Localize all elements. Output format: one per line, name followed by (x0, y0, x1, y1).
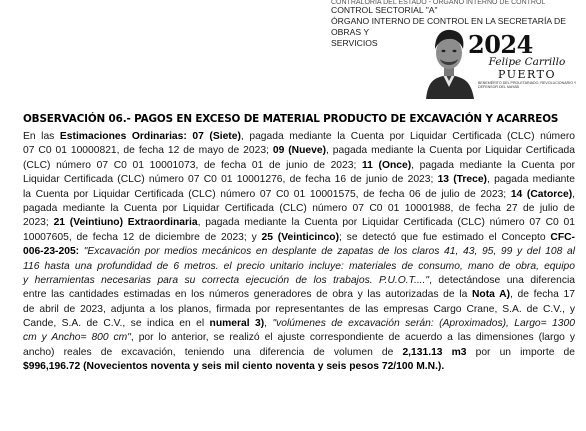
bold-text: 13 (Trece) (437, 174, 487, 186)
bold-text: 006-23-205: (23, 246, 80, 258)
text-run: la Cuenta por Liquidar Certificada (CLC) número 07 C0 01 10001575, de fecha 06 de julio de 2023; (23, 188, 511, 200)
text-run: por un importe de (466, 346, 575, 358)
paragraph-line (23, 159, 575, 173)
bold-text: 2,131.13 m3 (402, 346, 467, 358)
paragraph-line (23, 231, 575, 245)
bold-text: 21 (Veintiuno) Extraordinaria (53, 217, 198, 229)
paragraph-line (23, 274, 575, 288)
bold-text: 09 (Nueve) (272, 145, 326, 157)
bold-text: 14 (Catorce) (510, 188, 573, 200)
text-run: (CLC) número 07 C0 01 10001073, de fecha 01 de junio de 2023; (23, 159, 362, 171)
paragraph-line (23, 245, 575, 259)
paragraph-line (23, 202, 575, 216)
text-run: , detectándose una diferencia (429, 274, 575, 286)
paragraph-line (23, 317, 575, 331)
italic-text: cm y Ancho= 800 cm" (23, 332, 131, 344)
text-run: , pagada mediante (487, 174, 575, 186)
paragraph-line (23, 360, 575, 374)
text-run: de abril de 2023, adjunta a los planos, firmada por representantes de las empresas Cargo Crane, S.A. de C.V., y (23, 303, 575, 315)
text-run: , de fecha 17 (510, 289, 575, 301)
logo-year: 2024 (468, 30, 533, 59)
text-run: , pagada mediante la Cuenta por (411, 159, 576, 171)
text-run: ; se detectó que fue estimado el Concepto (339, 231, 551, 243)
paragraph-line (23, 260, 575, 274)
paragraph-line (23, 144, 575, 158)
government-logo (420, 23, 582, 99)
text-run: Liquidar Certificada (CLC) número 07 C0 01 10001276, de fecha 16 de junio de 2023; (23, 174, 438, 186)
italic-text: "volúmenes de excavación serán: (Aproximados), Largo= 1300 (272, 318, 575, 330)
text-run: En las (23, 131, 60, 142)
paragraph-line (23, 216, 575, 230)
bold-text: Estimaciones Ordinarias: 07 (Siete) (59, 131, 241, 142)
text-run: , por lo anterior, se realizó el ajuste correspondiente de acuerdo a las dimensiones (largo y (130, 332, 575, 344)
text-run: pagada mediante la Cuenta por Liquidar Certificada (CLC) número 07 C0 01 10001988, de fecha 27 de julio de (23, 202, 575, 214)
bold-text: Nota A) (471, 289, 511, 301)
bold-text: 11 (Once) (361, 159, 412, 171)
logo-city: PUERTO (498, 68, 556, 81)
paragraph-line (23, 188, 575, 202)
header-organo-interno: ÓRGANO INTERNO DE CONTROL EN LA SECRETARÍA DE OBRAS Y (331, 16, 566, 37)
bold-text: numeral 3) (209, 318, 265, 330)
text-run: , (572, 188, 576, 200)
text-run: entre las cantidades estimadas en los números generadores de obra y las autorizadas de la (23, 289, 472, 301)
text-run: ancho) reales de excavación, teniendo una diferencia de volumen de (23, 346, 403, 358)
text-run: 2023; (23, 217, 54, 229)
italic-text: "Excavación por medios mecánicos en desplante de zapatas de los claros 41, 43, 95, 99 y del 108 al (79, 246, 575, 258)
paragraph-line (23, 346, 575, 360)
paragraph-line (23, 130, 575, 144)
paragraph-line (23, 173, 575, 187)
header-control-sectorial: CONTROL SECTORIAL "A" (331, 5, 438, 15)
header-servicios: SERVICIOS (331, 38, 378, 48)
paragraph-line (23, 303, 575, 317)
header-cut-line: CONTRALORÍA DEL ESTADO - ÓRGANO INTERNO DE CONTROL (331, 0, 546, 5)
text-run: 10007605, de fecha 12 de diciembre de 2023; y (23, 231, 262, 243)
text-run: , (264, 318, 273, 330)
text-run: , pagada mediante la Cuenta por Liquidar Certificada (CLC) número 07 C0 01 (197, 217, 575, 229)
italic-text: 116 hasta una profundidad de 6 metros. el precio unitario incluye: materiales de consumo, mano de obra, equipo (23, 260, 575, 272)
logo-motto: BENEMÉRITO DEL PROLETARIADO, REVOLUCIONARIO Y DEFENSOR DEL MAYAB (478, 81, 577, 90)
bold-text: CFC- (550, 231, 575, 243)
paragraph-line (23, 331, 575, 345)
bold-text: $996,196.72 (Novecientos noventa y seis mil ciento noventa y seis pesos 72/100 M.N.). (23, 361, 445, 373)
bold-text: 25 (Veinticinco) (261, 231, 340, 243)
paragraph-line (23, 288, 575, 302)
text-run: 07 C0 01 10000821, de fecha 12 de mayo de 2023; (23, 145, 273, 157)
text-run: , pagada mediante la Cuenta por Liquidar Certificada (CLC) número (240, 131, 576, 142)
observation-paragraph (23, 130, 575, 375)
italic-text: y herramientas necesarias para su correcta ejecución de los trabajos. P.U.O.T...." (23, 274, 430, 286)
text-run: , pagada mediante la Cuenta por Liquidar Certificada (326, 145, 575, 157)
text-run: Cande, S.A. de C.V., se indica en el (23, 318, 210, 330)
logo-name: Felipe Carrillo (488, 56, 566, 68)
observation-title: OBSERVACIÓN 06.- PAGOS EN EXCESO DE MATERIAL PRODUCTO DE EXCAVACIÓN Y ACARREOS (23, 113, 559, 125)
